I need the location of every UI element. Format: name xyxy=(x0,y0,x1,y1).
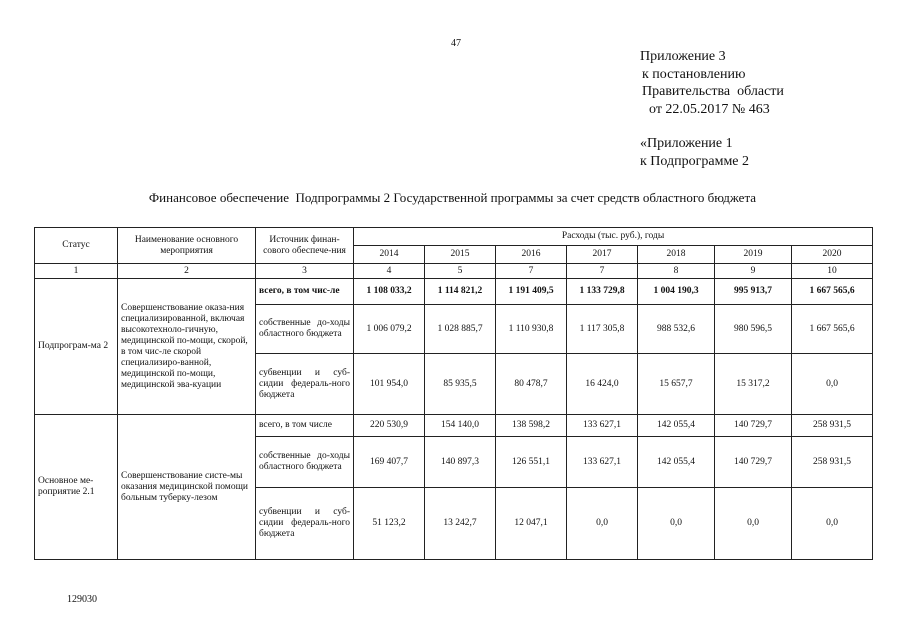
source-cell: всего, в том чис-ле xyxy=(256,279,354,305)
value-cell: 258 931,5 xyxy=(792,437,873,488)
value-cell: 101 954,0 xyxy=(354,354,425,415)
value-cell: 169 407,7 xyxy=(354,437,425,488)
column-number: 8 xyxy=(638,264,715,279)
value-cell: 0,0 xyxy=(792,354,873,415)
header-measure: Наименование основного мероприятия xyxy=(118,228,256,264)
value-cell: 126 551,1 xyxy=(496,437,567,488)
value-cell: 995 913,7 xyxy=(715,279,792,305)
column-number: 1 xyxy=(35,264,118,279)
value-cell: 142 055,4 xyxy=(638,415,715,437)
value-cell: 1 028 885,7 xyxy=(425,305,496,354)
appendix-line-5: «Приложение 1 xyxy=(640,136,733,151)
appendix-line-3: Правительства области xyxy=(642,84,784,99)
value-cell: 138 598,2 xyxy=(496,415,567,437)
source-cell: всего, в том числе xyxy=(256,415,354,437)
page-number: 47 xyxy=(451,38,461,49)
source-cell: субвенции и суб-сидии федераль-ного бюджета xyxy=(256,354,354,415)
financing-table xyxy=(34,227,873,560)
value-cell: 13 242,7 xyxy=(425,488,496,560)
value-cell: 0,0 xyxy=(792,488,873,560)
header-year: 2018 xyxy=(638,246,715,264)
value-cell: 1 110 930,8 xyxy=(496,305,567,354)
header-year: 2015 xyxy=(425,246,496,264)
value-cell: 1 117 305,8 xyxy=(567,305,638,354)
column-number: 7 xyxy=(567,264,638,279)
column-number: 4 xyxy=(354,264,425,279)
value-cell: 15 317,2 xyxy=(715,354,792,415)
value-cell: 15 657,7 xyxy=(638,354,715,415)
value-cell: 1 667 565,6 xyxy=(792,279,873,305)
appendix-line-2: к постановлению xyxy=(642,66,746,82)
header-year: 2016 xyxy=(496,246,567,264)
measure-cell: Совершенствование оказа-ния специализированной, включая высокотехноло-гичную, медицинской по-мощи, скорой, в том чис-ле скорой специализиро-ванной, медицинской по-мощи, медицинской эва-куации xyxy=(118,279,256,415)
value-cell: 133 627,1 xyxy=(567,415,638,437)
value-cell: 0,0 xyxy=(567,488,638,560)
appendix-line-4: от 22.05.2017 № 463 xyxy=(649,101,770,117)
value-cell: 140 729,7 xyxy=(715,415,792,437)
value-cell: 1 114 821,2 xyxy=(425,279,496,305)
column-number: 9 xyxy=(715,264,792,279)
header-year: 2017 xyxy=(567,246,638,264)
column-number: 5 xyxy=(425,264,496,279)
header-source: Источник финан-сового обеспече-ния xyxy=(256,228,354,264)
column-number: 2 xyxy=(118,264,256,279)
header-status: Статус xyxy=(35,228,118,264)
value-cell: 80 478,7 xyxy=(496,354,567,415)
value-cell: 1 191 409,5 xyxy=(496,279,567,305)
document-code: 129030 xyxy=(67,594,97,605)
column-number: 3 xyxy=(256,264,354,279)
value-cell: 988 532,6 xyxy=(638,305,715,354)
appendix-line-1: Приложение 3 xyxy=(640,49,726,64)
value-cell: 154 140,0 xyxy=(425,415,496,437)
value-cell: 51 123,2 xyxy=(354,488,425,560)
header-year: 2019 xyxy=(715,246,792,264)
header-year: 2020 xyxy=(792,246,873,264)
table-row xyxy=(35,415,873,437)
status-cell: Подпрограм-ма 2 xyxy=(35,279,118,415)
value-cell: 133 627,1 xyxy=(567,437,638,488)
value-cell: 140 897,3 xyxy=(425,437,496,488)
header-expenses: Расходы (тыс. руб.), годы xyxy=(354,228,873,246)
document-title: Финансовое обеспечение Подпрограммы 2 Государственной программы за счет средств областного бюджета xyxy=(148,190,757,205)
value-cell: 12 047,1 xyxy=(496,488,567,560)
value-cell: 1 108 033,2 xyxy=(354,279,425,305)
table-row xyxy=(35,279,873,305)
appendix-line-6: к Подпрограмме 2 xyxy=(640,153,750,169)
value-cell: 85 935,5 xyxy=(425,354,496,415)
value-cell: 220 530,9 xyxy=(354,415,425,437)
value-cell: 0,0 xyxy=(715,488,792,560)
header-year: 2014 xyxy=(354,246,425,264)
value-cell: 1 667 565,6 xyxy=(792,305,873,354)
value-cell: 258 931,5 xyxy=(792,415,873,437)
appendix-block xyxy=(640,48,784,170)
status-cell: Основное ме-роприятие 2.1 xyxy=(35,415,118,560)
value-cell: 980 596,5 xyxy=(715,305,792,354)
value-cell: 140 729,7 xyxy=(715,437,792,488)
value-cell: 142 055,4 xyxy=(638,437,715,488)
value-cell: 16 424,0 xyxy=(567,354,638,415)
value-cell: 1 133 729,8 xyxy=(567,279,638,305)
measure-cell: Совершенствование систе-мы оказания медицинской помощи больным туберку-лезом xyxy=(118,415,256,560)
source-cell: собственные до-ходы областного бюджета xyxy=(256,305,354,354)
source-cell: субвенции и суб-сидии федераль-ного бюджета xyxy=(256,488,354,560)
value-cell: 1 004 190,3 xyxy=(638,279,715,305)
column-number: 10 xyxy=(792,264,873,279)
source-cell: собственные до-ходы областного бюджета xyxy=(256,437,354,488)
column-number: 7 xyxy=(496,264,567,279)
value-cell: 0,0 xyxy=(638,488,715,560)
value-cell: 1 006 079,2 xyxy=(354,305,425,354)
